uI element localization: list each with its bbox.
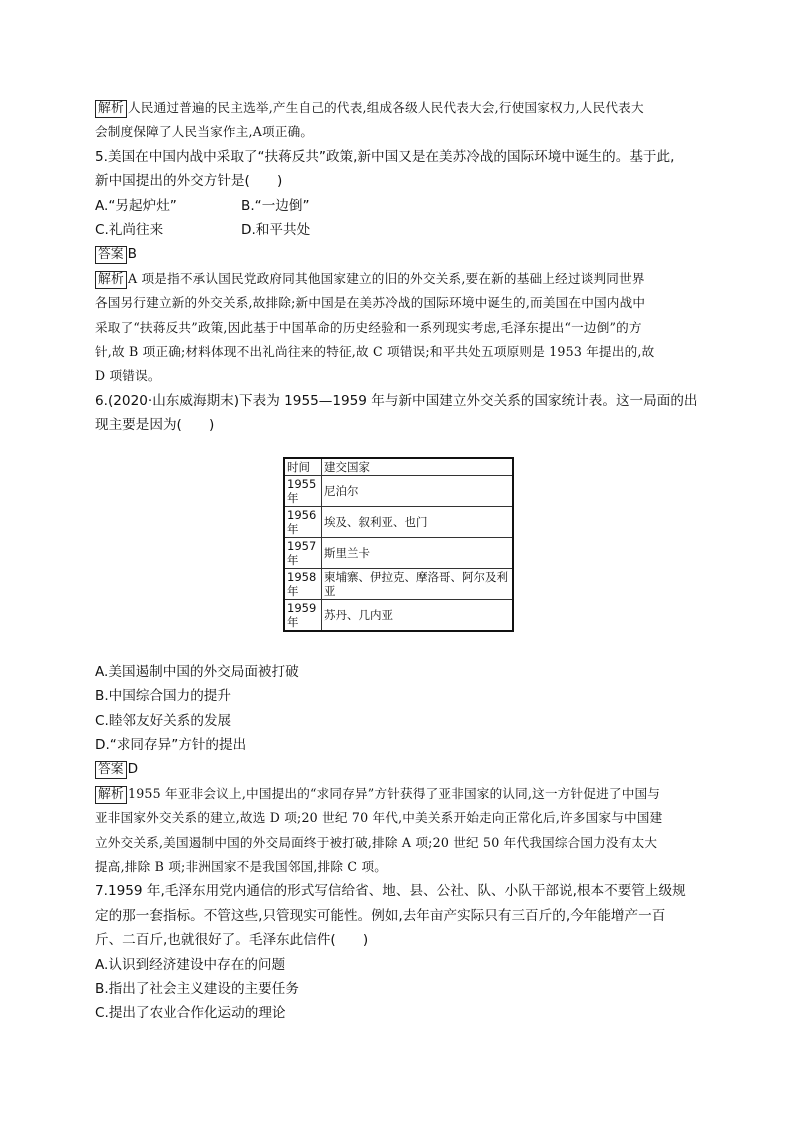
table-header-countries: 建交国家 xyxy=(322,458,514,476)
explanation-block xyxy=(95,96,700,120)
table-row xyxy=(284,476,513,507)
answer-row xyxy=(95,757,700,781)
explanation-text: 亚非国家外交关系的建立,故选 D 项;20 世纪 70 年代,中美关系开始走向正常化后,许多国家与中国建 xyxy=(95,810,663,826)
explanation-text: A 项是指不承认国民党政府同其他国家建立的旧的外交关系,要在新的基础上经过谈判同世界 xyxy=(128,270,645,286)
explanation-text: 提高,排除 B 项;非洲国家不是我国邻国,排除 C 项。 xyxy=(95,858,388,874)
explanation-tag: 解析 xyxy=(95,271,127,289)
diplomacy-table xyxy=(283,457,514,632)
answer-tag: 答案 xyxy=(95,761,127,779)
table-year: 1957 xyxy=(287,539,317,553)
explanation-text: 立外交关系,美国遏制中国的外交局面终于被打破,排除 A 项;20 世纪 50 年代我国综合国力没有太大 xyxy=(95,834,658,850)
option-d: D.“求同存异”方针的提出 xyxy=(95,736,247,753)
table-year-unit: 年 xyxy=(287,522,299,536)
table-year-unit: 年 xyxy=(287,584,299,598)
table-year: 1955 xyxy=(287,477,317,491)
table-year-unit: 年 xyxy=(287,491,299,505)
option-b: B.“一边倒” xyxy=(241,197,310,214)
table-year: 1959 xyxy=(287,600,317,615)
explanation-tag: 解析 xyxy=(95,100,127,118)
option-row xyxy=(95,218,700,242)
table-header-time: 时间 xyxy=(284,458,322,476)
answer-tag: 答案 xyxy=(95,246,127,264)
option-a: A.“另起炉灶” xyxy=(95,197,177,214)
explanation-text: 采取了“扶蒋反共”政策,因此基于中国革命的历史经验和一系列现实考虑,毛泽东提出“一边倒”的方 xyxy=(95,319,642,335)
explanation-text: 会制度保障了人民当家作主,A项正确。 xyxy=(95,124,314,140)
explanation-text: 人民通过普遍的民主选举,产生自己的代表,组成各级人民代表大会,行使国家权力,人民代表大 xyxy=(128,100,644,115)
table-row xyxy=(284,569,513,600)
option-c: C.提出了农业合作化运动的理论 xyxy=(95,1005,286,1022)
explanation-tag: 解析 xyxy=(95,786,127,804)
question-stem: 定的那一套指标。不管这些,只管现实可能性。例如,去年亩产实际只有三百斤的,今年能增产一百 xyxy=(95,907,666,924)
explanation-text: 各国另行建立新的外交关系,故排除;新中国是在美苏冷战的国际环境中诞生的,而美国在中国内战中 xyxy=(95,295,646,311)
option-a: A.美国遏制中国的外交局面被打破 xyxy=(95,663,299,680)
explanation-text: D 项错误。 xyxy=(95,368,161,384)
question-stem: 斤、二百斤,也就很好了。毛泽东此信件( ) xyxy=(95,932,369,949)
table-countries: 埃及、叙利亚、也门 xyxy=(322,507,514,538)
option-a: A.认识到经济建设中存在的问题 xyxy=(95,956,286,973)
question-stem: 6.(2020·山东威海期末)下表为 1955—1959 年与新中国建立外交关系的国家统计表。这一局面的出 xyxy=(95,392,698,409)
question-stem: 现主要是因为( ) xyxy=(95,417,215,434)
answer-value: D xyxy=(127,761,139,778)
table-year: 1958 xyxy=(287,570,317,584)
answer-value: B xyxy=(127,246,137,263)
table-year: 1956 xyxy=(287,508,317,522)
option-c: C.礼尚往来 xyxy=(95,222,164,239)
question-stem: 7.1959 年,毛泽东用党内通信的形式写信给省、地、县、公社、队、小队干部说,根本不要管上级规 xyxy=(95,883,686,900)
option-d: D.和平共处 xyxy=(241,222,311,239)
table-row xyxy=(284,600,513,631)
explanation-text: 1955 年亚非会议上,中国提出的“求同存异”方针获得了亚非国家的认同,这一方针促进了中国与 xyxy=(128,785,661,801)
table-countries: 尼泊尔 xyxy=(322,476,514,507)
option-c: C.睦邻友好关系的发展 xyxy=(95,712,232,729)
table-year-unit: 年 xyxy=(287,614,299,629)
question-stem: 新中国提出的外交方针是( ) xyxy=(95,173,283,190)
question-stem: 5.美国在中国内战中采取了“扶蒋反共”政策,新中国又是在美苏冷战的国际环境中诞生的。基于此, xyxy=(95,148,675,165)
explanation-text: 针,故 B 项正确;材料体现不出礼尚往来的特征,故 C 项错误;和平共处五项原则是 1953 年提出的,故 xyxy=(95,344,655,360)
explanation-block xyxy=(95,267,700,291)
option-b: B.指出了社会主义建设的主要任务 xyxy=(95,980,299,997)
option-b: B.中国综合国力的提升 xyxy=(95,688,231,705)
table-countries: 柬埔寨、伊拉克、摩洛哥、阿尔及利亚 xyxy=(322,569,514,600)
explanation-block xyxy=(95,782,700,806)
table-countries: 苏丹、几内亚 xyxy=(322,600,514,631)
table-countries: 斯里兰卡 xyxy=(322,538,514,569)
table-row xyxy=(284,507,513,538)
table-row xyxy=(284,538,513,569)
option-row xyxy=(95,194,700,218)
table-year-unit: 年 xyxy=(287,553,299,567)
answer-row xyxy=(95,242,700,266)
